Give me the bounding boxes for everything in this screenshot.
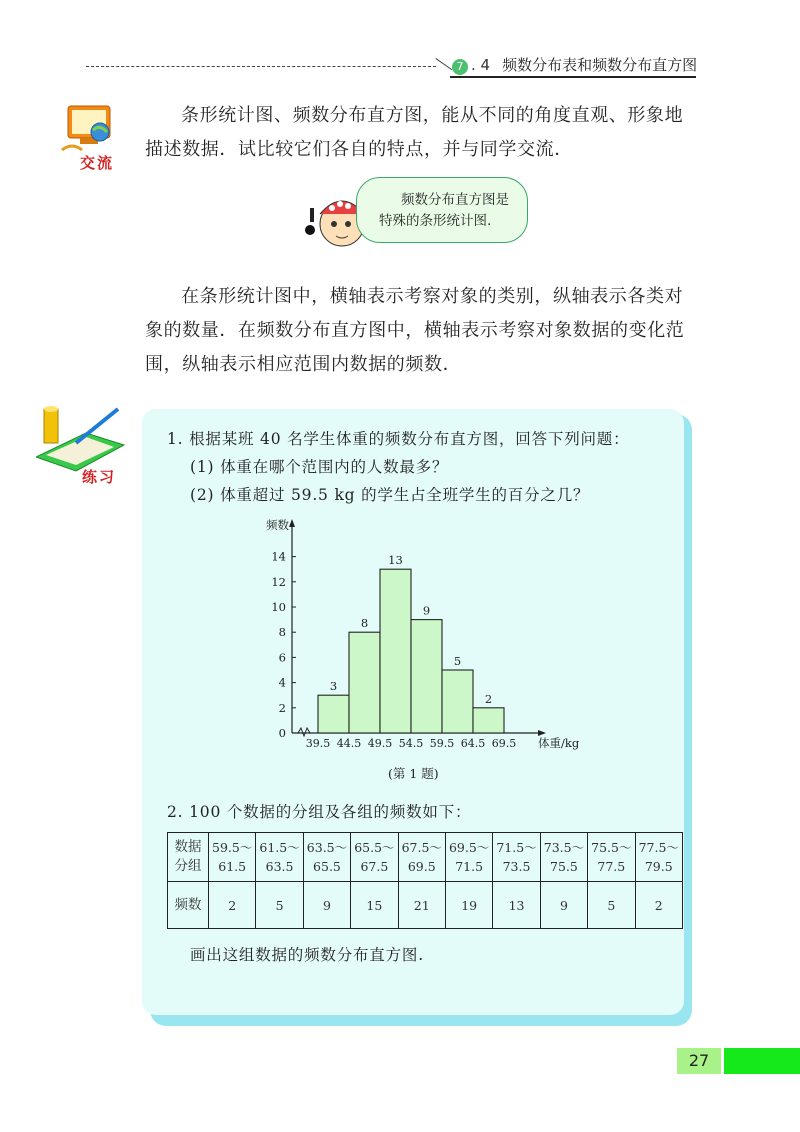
- page-number: 27: [677, 1048, 721, 1074]
- page-number-bar: [724, 1048, 800, 1074]
- table-cell-group: 77.5～ 79.5: [635, 833, 682, 882]
- y-tick-label: 4: [278, 675, 286, 690]
- table-cell-frequency: 9: [303, 882, 350, 929]
- table-cell-group: 71.5～ 73.5: [493, 833, 540, 882]
- bar-value-label: 8: [360, 616, 369, 631]
- histogram-bar: [473, 708, 504, 733]
- header-slash-rule: [424, 58, 452, 87]
- question-1: 1. 根据某班 40 名学生体重的频数分布直方图，回答下列问题：: [167, 430, 630, 448]
- table-cell-frequency: 13: [493, 882, 540, 929]
- x-tick-label: 64.5: [460, 737, 486, 750]
- question-1b: (2) 体重超过 59.5 kg 的学生占全班学生的百分之几？: [190, 486, 590, 504]
- x-tick-label: 59.5: [429, 737, 455, 750]
- table-cell-group: 65.5～ 67.5: [351, 833, 398, 882]
- table-cell-group: 59.5～ 61.5: [209, 833, 256, 882]
- speech-bubble: [356, 177, 528, 243]
- y-axis-arrow: [289, 519, 295, 527]
- table-cell-frequency: 5: [588, 882, 635, 929]
- frequency-table: [167, 832, 683, 929]
- bar-value-label: 3: [329, 679, 338, 694]
- x-tick-label: 39.5: [305, 737, 331, 750]
- x-tick-label: 49.5: [367, 737, 393, 750]
- table-cell-group: 61.5～ 63.5: [256, 833, 303, 882]
- explanation-paragraph: 在条形统计图中，横轴表示考察对象的类别，纵轴表示各类对象的数量．在频数分布直方图中，横轴表示考察对象数据的变化范围，纵轴表示相应范围内数据的频数．: [145, 286, 685, 375]
- x-tick-label: 54.5: [398, 737, 424, 750]
- y-tick-label: 6: [278, 650, 286, 665]
- weight-histogram: [255, 515, 585, 755]
- question-2-instruction: 画出这组数据的频数分布直方图.: [190, 946, 424, 964]
- bar-value-label: 5: [453, 654, 462, 668]
- table-cell-frequency: 21: [398, 882, 445, 929]
- x-tick-label: 69.5: [491, 737, 517, 750]
- y-tick-label: 2: [278, 700, 286, 715]
- table-cell-group: 69.5～ 71.5: [445, 833, 492, 882]
- y-tick-label: 14: [271, 549, 286, 564]
- bar-value-label: 2: [484, 691, 493, 706]
- section-title: 频数分布表和频数分布直方图: [502, 56, 698, 74]
- y-tick-label: 0: [278, 726, 286, 740]
- table-cell-frequency: 19: [445, 882, 492, 929]
- table-cell-frequency: 5: [256, 882, 303, 929]
- y-tick-label: 12: [271, 574, 286, 589]
- table-row-frequencies: [168, 882, 683, 929]
- exchange-paragraph: 条形统计图、频数分布直方图，能从不同的角度直观、形象地描述数据．试比较它们各自的特点，并与同学交流．: [145, 105, 684, 160]
- table-cell-group: 73.5～ 75.5: [540, 833, 587, 882]
- histogram-bar: [349, 632, 380, 733]
- question-2: 2. 100 个数据的分组及各组的频数如下：: [167, 803, 472, 821]
- histogram-bar: [411, 620, 442, 733]
- x-tick-label: 44.5: [336, 737, 362, 750]
- table-row-groups: [168, 833, 683, 882]
- bar-value-label: 9: [422, 603, 431, 618]
- section-subnumber: . 4: [471, 56, 491, 74]
- bar-value-label: 13: [388, 553, 403, 568]
- question-1a: (1) 体重在哪个范围内的人数最多？: [190, 458, 449, 476]
- y-tick-label: 8: [278, 625, 286, 640]
- axis-break-mark: [298, 728, 310, 736]
- table-cell-frequency: 2: [635, 882, 682, 929]
- bubble-line-2: 特殊的条形统计图.: [379, 213, 492, 229]
- exchange-icon-label: 交流: [80, 154, 115, 172]
- y-axis-label: 频数: [266, 518, 289, 532]
- table-cell-frequency: 15: [351, 882, 398, 929]
- table-cell-frequency: 2: [209, 882, 256, 929]
- y-tick-label: 10: [271, 600, 286, 614]
- table-header-frequency: 频数: [168, 882, 209, 929]
- practice-icon-label: 练习: [82, 468, 117, 486]
- table-header-groups: 数据 分组: [168, 833, 209, 882]
- header-dashed-rule: [86, 66, 436, 67]
- running-header: [452, 54, 697, 75]
- table-cell-group: 67.5～ 69.5: [398, 833, 445, 882]
- histogram-bar: [380, 569, 411, 733]
- header-solid-rule: [450, 76, 696, 78]
- histogram-bar: [442, 670, 473, 733]
- x-axis-label: 体重/kg: [538, 736, 580, 750]
- table-cell-group: 63.5～ 65.5: [303, 833, 350, 882]
- table-cell-frequency: 9: [540, 882, 587, 929]
- histogram-bar: [318, 695, 349, 733]
- bubble-line-1: 频数分布直方图是: [401, 192, 509, 208]
- table-cell-group: 75.5～ 77.5: [588, 833, 635, 882]
- figure-caption: (第 1 题): [388, 766, 439, 781]
- practice-icon: [36, 405, 126, 475]
- section-number-badge: 7: [452, 59, 468, 75]
